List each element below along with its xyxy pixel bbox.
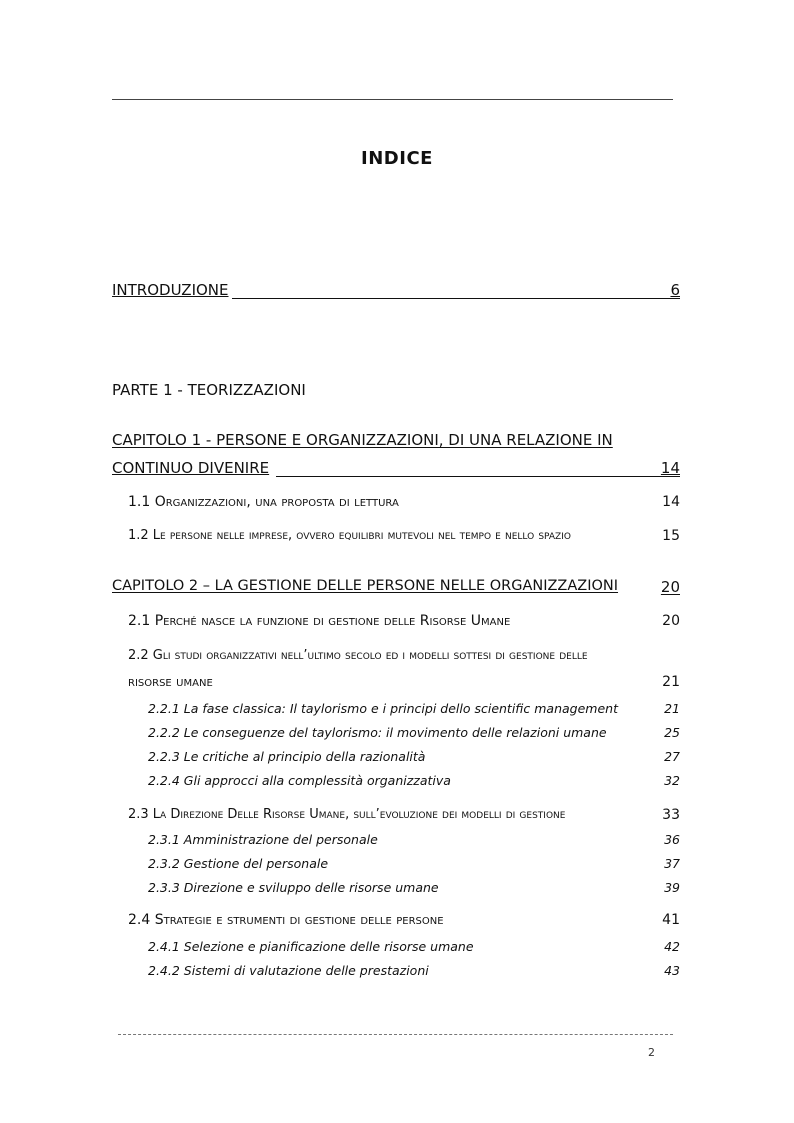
toc-entry-2-4-2[interactable]: 2.4.2 Sistemi di valutazione delle prestazioni [148, 963, 429, 978]
toc-page-2-2-1: 21 [664, 701, 680, 716]
toc-entry-2-4[interactable]: 2.4 Strategie e strumenti di gestione delle persone [128, 912, 444, 928]
toc-page-2-3-2: 37 [664, 856, 680, 871]
toc-entry-1-2[interactable]: 1.2 Le persone nelle imprese, ovvero equilibri mutevoli nel tempo e nello spazio [128, 528, 571, 543]
toc-page-2-2-3: 27 [664, 749, 680, 764]
toc-entry-2-2-4[interactable]: 2.2.4 Gli approcci alla complessità organizzativa [148, 773, 451, 788]
toc-entry-2-2-3[interactable]: 2.2.3 Le critiche al principio della razionalità [148, 749, 426, 764]
toc-entry-capitolo-1-cont[interactable]: CONTINUO DIVENIRE [112, 459, 270, 477]
toc-entry-1-1[interactable]: 1.1 Organizzazioni, una proposta di lettura [128, 494, 399, 510]
toc-page-2-3: 33 [662, 807, 680, 823]
toc-page-1-2: 15 [662, 528, 680, 544]
toc-page-2-3-1: 36 [664, 832, 680, 847]
toc-entry-2-2-1[interactable]: 2.2.1 La fase classica: Il taylorismo e i principi dello scientific management [148, 701, 618, 716]
toc-entry-2-1[interactable]: 2.1 Perché nasce la funzione di gestione delle Risorse Umane [128, 613, 511, 629]
toc-page-2-3-3: 39 [664, 880, 680, 895]
introduzione-underline [232, 298, 680, 299]
header-rule [112, 99, 673, 100]
toc-page-2-1: 20 [662, 613, 680, 629]
toc-page-1-1: 14 [662, 494, 680, 510]
toc-page-introduzione: 6 [670, 281, 680, 299]
toc-entry-2-3-3[interactable]: 2.3.3 Direzione e sviluppo delle risorse umane [148, 880, 439, 895]
toc-entry-2-4-1[interactable]: 2.4.1 Selezione e pianificazione delle risorse umane [148, 939, 474, 954]
part-heading: PARTE 1 - TEORIZZAZIONI [112, 381, 306, 399]
toc-page-2-4: 41 [662, 912, 680, 928]
toc-entry-2-3-2[interactable]: 2.3.2 Gestione del personale [148, 856, 329, 871]
footer-rule [118, 1034, 673, 1035]
toc-page-capitolo-1: 14 [660, 459, 680, 477]
toc-entry-introduzione[interactable]: INTRODUZIONE [112, 281, 229, 299]
toc-page-2-4-1: 42 [664, 939, 680, 954]
toc-entry-2-3-1[interactable]: 2.3.1 Amministrazione del personale [148, 832, 378, 847]
toc-entry-2-2-cont[interactable]: risorse umane [128, 674, 213, 690]
page-number: 2 [648, 1046, 655, 1059]
toc-entry-2-2-2[interactable]: 2.2.2 Le conseguenze del taylorismo: il movimento delle relazioni umane [148, 725, 607, 740]
toc-page-2-2: 21 [662, 674, 680, 690]
toc-page-2-4-2: 43 [664, 963, 680, 978]
toc-page-2-2-4: 32 [664, 773, 680, 788]
toc-entry-capitolo-2[interactable]: CAPITOLO 2 – LA GESTIONE DELLE PERSONE NELLE ORGANIZZAZIONI [112, 578, 619, 594]
toc-page-2-2-2: 25 [664, 725, 680, 740]
toc-entry-2-2[interactable]: 2.2 Gli studi organizzativi nell’ultimo secolo ed i modelli sottesi di gestione delle [128, 648, 588, 663]
page-title: INDICE [361, 148, 433, 169]
capitolo-1-underline [276, 476, 680, 477]
toc-entry-capitolo-1[interactable]: CAPITOLO 1 - PERSONE E ORGANIZZAZIONI, DI UNA RELAZIONE IN [112, 431, 613, 449]
toc-page-capitolo-2: 20 [660, 578, 680, 596]
toc-entry-2-3[interactable]: 2.3 La Direzione Delle Risorse Umane, sull’evoluzione dei modelli di gestione [128, 807, 566, 822]
